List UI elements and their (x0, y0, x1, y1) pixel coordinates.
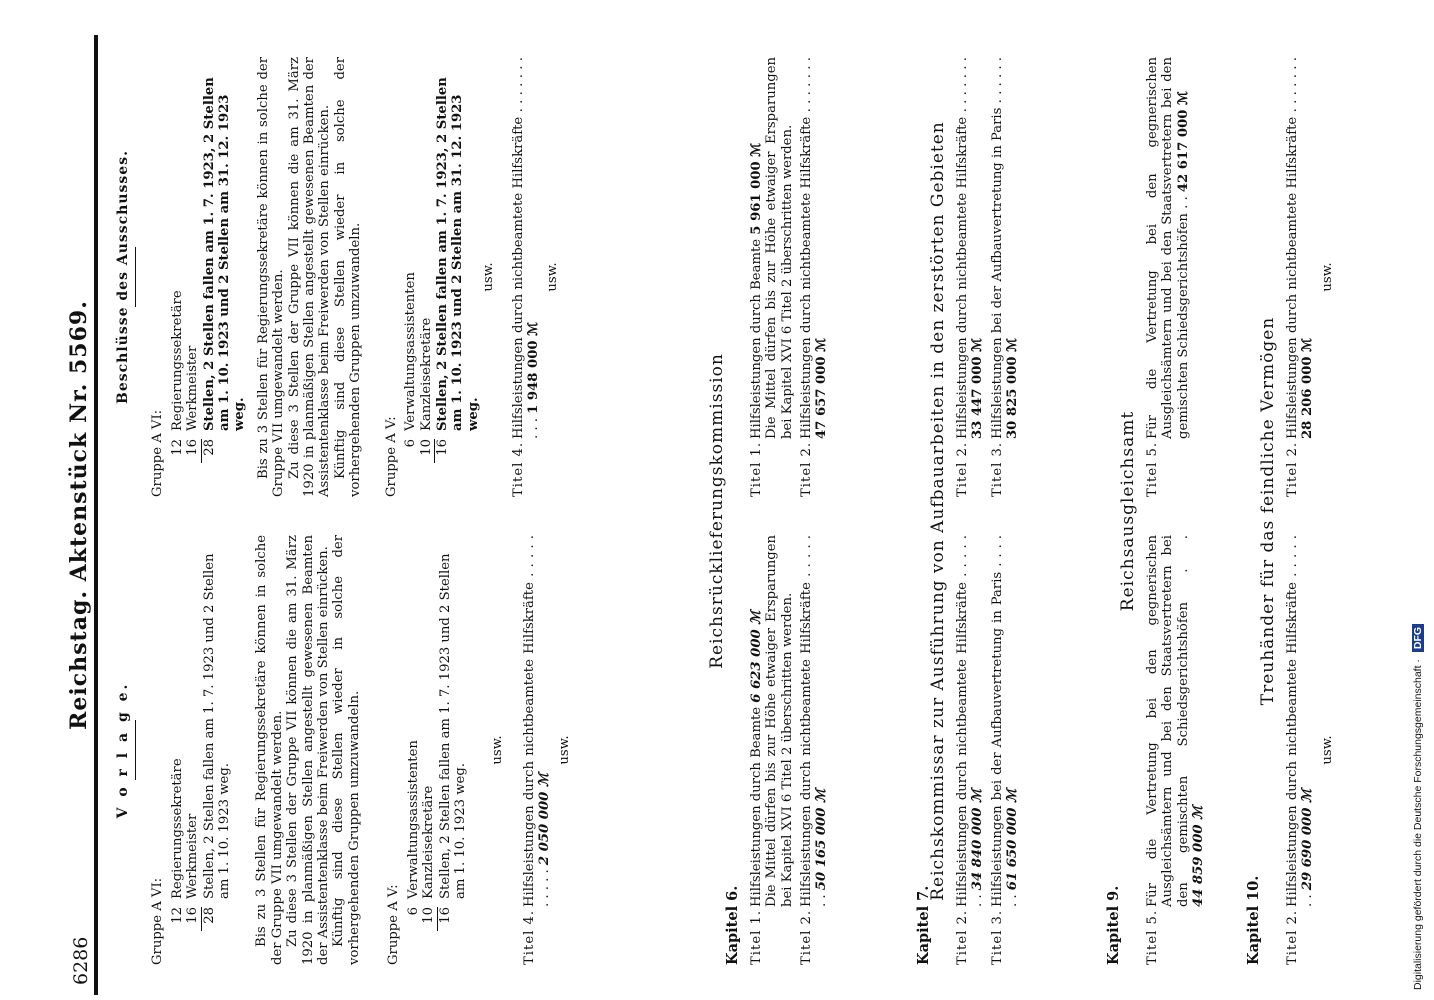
table-row: 28 Stellen, 2 Stellen fallen am 1. 7. 1923, 2 Stellen am 1. 10. 1923 und 2 Stellen am 31. 12. 1923 weg. (201, 77, 248, 456)
table-row: 6 Verwaltungsassistenten (403, 272, 419, 448)
titel-entry: Titel 2. Hilfsleistungen durch nichtbeamtete Hilfskräfte . . . . . . . 34 840 000 ℳ (954, 535, 986, 965)
paragraph: Künftig sind diese Stellen wieder in solche der vorhergehenden Gruppen umzuwandeln. (332, 57, 364, 497)
group-label: Gruppe A V: (383, 416, 399, 497)
table-row: 16 Werkmeister (185, 57, 201, 463)
titel-entry: Titel 5. Für die Vertretung bei den gegnerischen Ausgleichsämtern und bei den Staatsvertretern bei den gemischten Schiedsgerichtshöfen . . 44 859 000 ℳ (1144, 535, 1207, 965)
paragraph: Bis zu 3 Stellen für Regierungssekretäre können in solche der Gruppe VII umgewandelt werden. (255, 57, 287, 497)
dfg-logo: DFG (1412, 624, 1424, 652)
titel-entry: Titel 1. Hilfsleistungen durch Beamte 5 961 000 ℳ Die Mittel dürfen bis zur Höhe etwaiger Ersparungen bei Kapitel XVI 6 Titel 2 überschritten werden. (748, 57, 795, 497)
paragraph: Zu diese 3 Stellen der Gruppe VII können die am 31. März 1920 in planmäßigen Stellen angestellt gewesenen Beamten der Assistentenklasse beim Freiwerden von Stellen einrücken. (286, 57, 333, 497)
table-row: 10 Kanzleisekretäre (421, 535, 437, 931)
kapitel-6 (707, 57, 834, 965)
table-row: 16 Stellen, 2 Stellen fallen am 1. 7. 1923 und 2 Stellen am 1. 10. 1923 weg. (437, 553, 468, 924)
titel-entry: Titel 2. Hilfsleistungen durch nichtbeamtete Hilfskräfte . . . . . . . 33 447 000 ℳ (954, 57, 986, 497)
titel-entry: Titel 1. Hilfsleistungen durch Beamte 6 623 000 ℳ Die Mittel dürfen bis zur Höhe etwaiger Ersparungen bei Kapitel XVI 6 Titel 2 überschritten werden. (748, 535, 795, 965)
titel-entry: Titel 2. Hilfsleistungen durch nichtbeamtete Hilfskräfte . . . . . . . 47 657 000 ℳ (799, 57, 830, 497)
heading-rule (135, 247, 136, 307)
kapitel-heading: Treuhänder für das feindliche Vermögen (1258, 316, 1279, 706)
document-page (20, 35, 1420, 995)
funding-note: Digitalisierung gefördert durch die Deutsche Forschungsgemeinschaft · DFG (1412, 0, 1424, 990)
kapitel-10 (1246, 57, 1335, 965)
digitization-sidebar (1412, 0, 1434, 1000)
table-row: 12 Regierungssekretäre (169, 290, 185, 456)
table-row: 12 Regierungssekretäre (169, 758, 185, 924)
table-row: 16 Stellen, 2 Stellen fallen am 1. 7. 1923, 2 Stellen am 1. 10. 1923 und 2 Stellen am 31. 12. 1923 weg. (434, 77, 481, 456)
titel-entry: Titel 4. Hilfsleistungen durch nichtbeamtete Hilfskräfte . . . . . . . . . . 1 948 000 ℳ (510, 57, 541, 497)
table-row: 16 Werkmeister (185, 535, 201, 931)
table-row: 10 Kanzleisekretäre (419, 57, 435, 463)
titel-entry: Titel 2. Hilfsleistungen durch nichtbeamtete Hilfskräfte . . . . . . . 50 165 000 ℳ (799, 535, 830, 965)
titel-entry: Titel 3. Hilfsleistungen bei der Aufbauvertretung in Paris . . . . . . 30 825 000 ℳ (989, 56, 1021, 497)
titel-entry: Titel 2. Hilfsleistungen durch nichtbeamtete Hilfskräfte . . . . . . . 29 690 000 ℳ (1284, 535, 1316, 965)
usw-text: usw. (1319, 262, 1335, 292)
usw-text: usw. (490, 735, 506, 765)
page-number: 6286 (70, 936, 92, 985)
kapitel-label: Kapitel 10. (1245, 875, 1262, 965)
group-label: Gruppe A VI: (150, 877, 166, 965)
usw-text: usw. (481, 262, 497, 292)
usw-text: usw. (1319, 735, 1335, 765)
kapitel-7 (916, 57, 1024, 965)
kapitel-heading: Reichskommissar zur Ausführung von Aufbauarbeiten in den zerstörten Gebieten (928, 121, 949, 901)
titel-entry: Titel 2. Hilfsleistungen durch nichtbeamtete Hilfskräfte . . . . . . . 28 206 000 ℳ (1284, 57, 1316, 497)
column-vorlage (108, 535, 572, 965)
kapitel-heading: Reichsrücklieferungskommission (707, 353, 727, 669)
usw-text: usw. (556, 735, 572, 765)
column-beschluesse (108, 57, 561, 497)
kapitel-label: Kapitel 6. (724, 885, 742, 965)
titel-entry: Titel 5. Für die Vertretung bei den gegnerischen Ausgleichsämtern und bei den Staatsvertretern bei den gemischten Schiedsgerichtshöfen . . 42 617 000 ℳ (1144, 57, 1191, 497)
group-label: Gruppe A V: (386, 884, 402, 965)
table-row: 28 Stellen, 2 Stellen fallen am 1. 7. 1923 und 2 Stellen am 1. 10. 1923 weg. (201, 553, 233, 924)
kapitel-label: Kapitel 9. (1105, 885, 1122, 965)
document-title: Reichstag. Aktenstück Nr. 5569. (66, 300, 92, 730)
paragraph: Künftig sind diese Stellen wieder in solche der vorhergehenden Gruppen umzuwandeln. (331, 535, 362, 965)
titel-entry: Titel 4. Hilfsleistungen durch nichtbeamtete Hilfskräfte . . . . . . . . . . 2 050 000 ℳ (521, 535, 553, 965)
heading-rule (135, 720, 136, 780)
kapitel-heading: Reichsausgleichsamt (1118, 410, 1139, 612)
table-row: 6 Verwaltungsassistenten (405, 740, 421, 916)
titel-entry: Titel 3. Hilfsleistungen bei der Aufbauvertretung in Paris . . . . . . 61 650 000 ℳ (989, 535, 1021, 965)
paragraph: Zu diese 3 Stellen der Gruppe VII können die am 31. März 1920 in planmäßigen Stellen angestellt gewesenen Beamten der Assistentenklasse beim Freiwerden von Stellen einrücken. (285, 535, 332, 965)
usw-text: usw. (545, 262, 561, 292)
group-label: Gruppe A VI: (150, 409, 166, 497)
heading-vorlage: V o r l a g e. (115, 681, 131, 819)
kapitel-label: Kapitel 7. (915, 885, 932, 965)
paragraph: Bis zu 3 Stellen für Regierungssekretäre können in solche der Gruppe VII umgewandelt werden. (254, 535, 285, 965)
kapitel-9 (1106, 57, 1210, 965)
header-rule (94, 35, 98, 995)
heading-beschluesse: Beschlüsse des Ausschusses. (115, 150, 131, 404)
